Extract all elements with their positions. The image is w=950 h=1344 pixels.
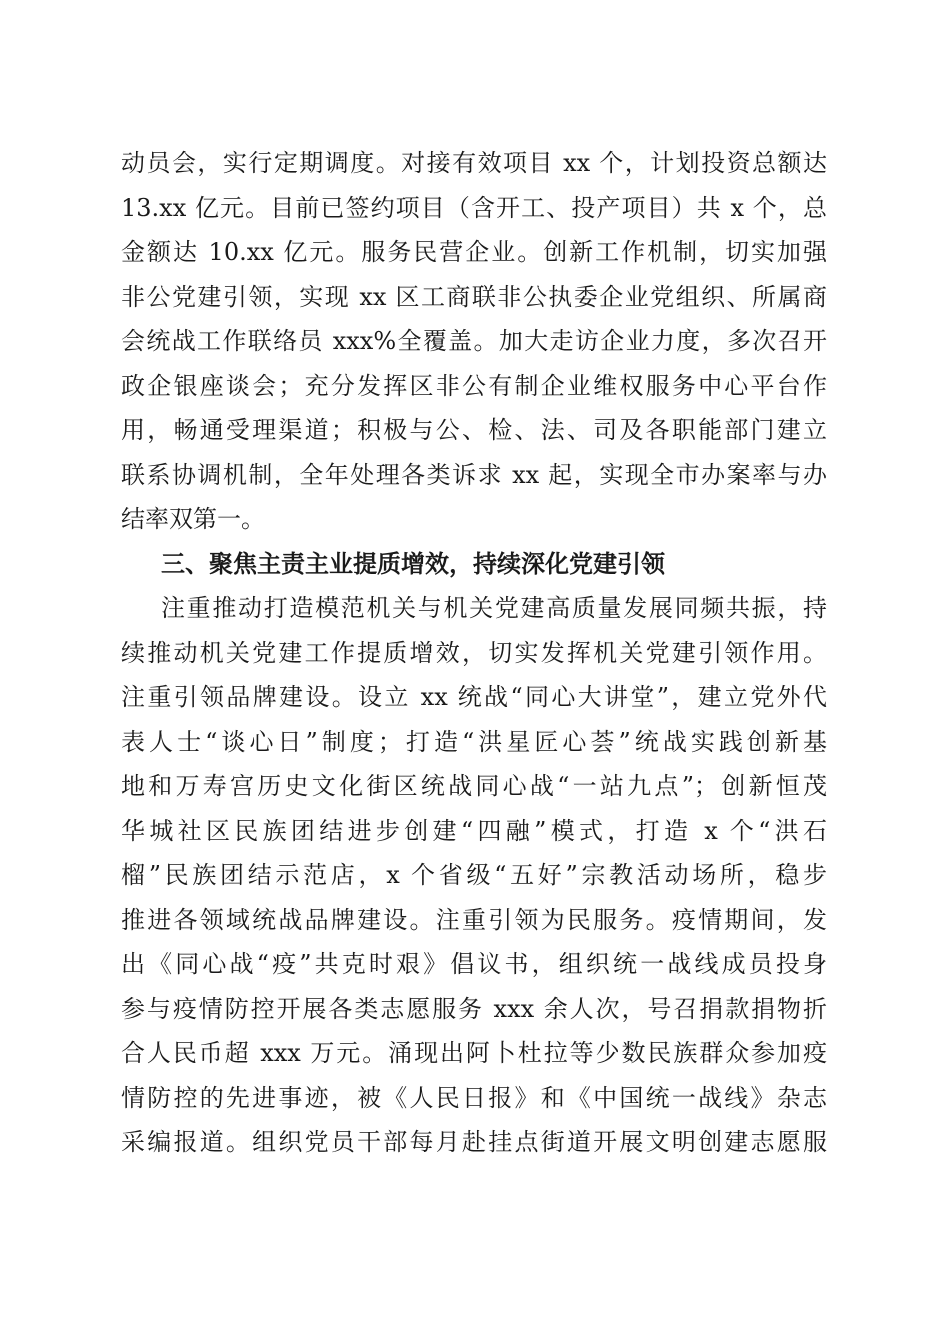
- paragraph-line-6: 政企银座谈会；充分发挥区非公有制企业维权服务中心平台作: [121, 372, 827, 400]
- paragraph-line-14: 表人士“谈心日”制度；打造“洪星匠心荟”统战实践创新基: [121, 728, 827, 756]
- paragraph-line-7: 用，畅通受理渠道；积极与公、检、法、司及各职能部门建立: [121, 416, 827, 444]
- paragraph-line-22: 情防控的先进事迹，被《人民日报》和《中国统一战线》杂志: [121, 1084, 827, 1112]
- paragraph-line-18: 推进各领域统战品牌建设。注重引领为民服务。疫情期间，发: [121, 906, 827, 934]
- paragraph-line-12: 续推动机关党建工作提质增效，切实发挥机关党建引领作用。: [121, 639, 827, 667]
- section-heading: 三、聚焦主责主业提质增效，持续深化党建引领: [161, 550, 665, 578]
- paragraph-line-19: 出《同心战“疫”共克时艰》倡议书，组织统一战线成员投身: [121, 950, 827, 978]
- paragraph-line-2: 13.xx 亿元。目前已签约项目（含开工、投产项目）共 x 个，总: [121, 194, 827, 222]
- paragraph-line-20: 参与疫情防控开展各类志愿服务 xxx 余人次，号召捐款捐物折: [121, 995, 827, 1023]
- paragraph-line-15: 地和万寿宫历史文化街区统战同心战“一站九点”；创新恒茂: [121, 772, 827, 800]
- paragraph-line-5: 会统战工作联络员 xxx%全覆盖。加大走访企业力度，多次召开: [121, 327, 827, 355]
- paragraph-line-9: 结率双第一。: [121, 505, 265, 533]
- paragraph-line-8: 联系协调机制，全年处理各类诉求 xx 起，实现全市办案率与办: [121, 461, 827, 489]
- paragraph-line-11: 注重推动打造模范机关与机关党建高质量发展同频共振，持: [161, 594, 827, 622]
- paragraph-line-3: 金额达 10.xx 亿元。服务民营企业。创新工作机制，切实加强: [121, 238, 827, 266]
- paragraph-line-17: 榴”民族团结示范店，x 个省级“五好”宗教活动场所，稳步: [121, 861, 827, 889]
- paragraph-line-13: 注重引领品牌建设。设立 xx 统战“同心大讲堂”，建立党外代: [121, 683, 827, 711]
- paragraph-line-1: 动员会，实行定期调度。对接有效项目 xx 个，计划投资总额达: [121, 149, 827, 177]
- paragraph-line-4: 非公党建引领，实现 xx 区工商联非公执委企业党组织、所属商: [121, 283, 827, 311]
- paragraph-line-21: 合人民币超 xxx 万元。涌现出阿卜杜拉等少数民族群众参加疫: [121, 1039, 827, 1067]
- paragraph-line-16: 华城社区民族团结进步创建“四融”模式，打造 x 个“洪石: [121, 817, 827, 845]
- paragraph-line-23: 采编报道。组织党员干部每月赴挂点街道开展文明创建志愿服: [121, 1128, 827, 1156]
